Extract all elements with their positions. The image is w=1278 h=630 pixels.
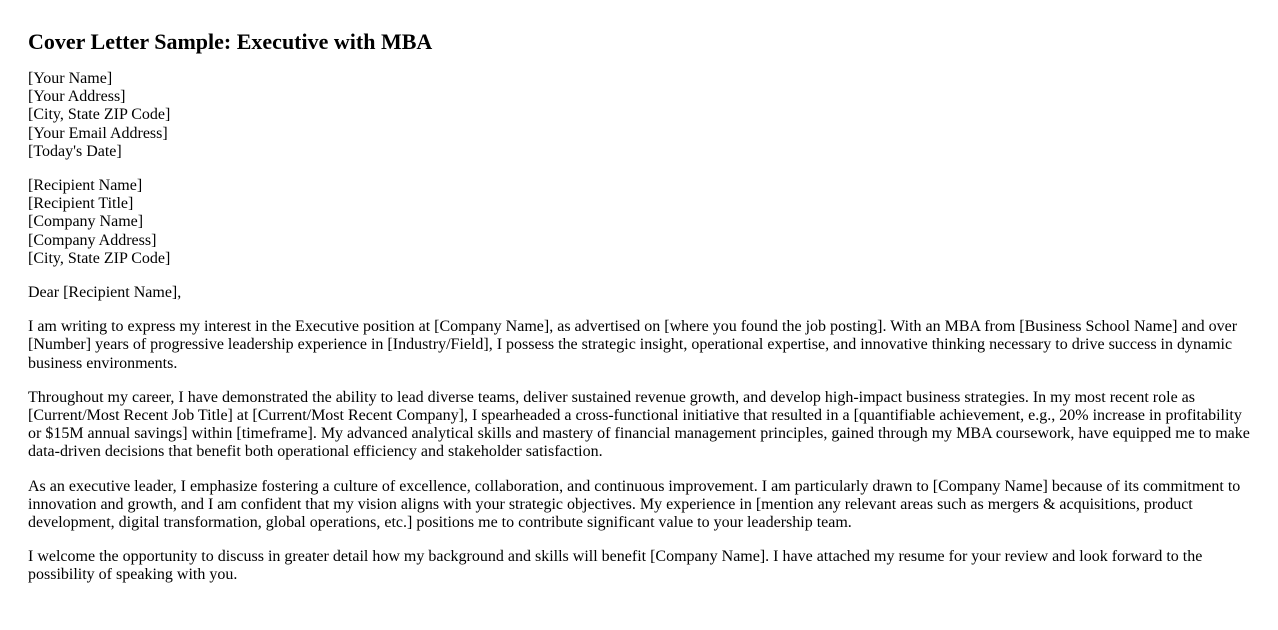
sender-name-line: [Your Name] xyxy=(28,70,113,87)
sender-email-line: [Your Email Address] xyxy=(28,124,168,142)
sender-city-line: [City, State ZIP Code] xyxy=(28,106,171,124)
body-paragraph-closing: I welcome the opportunity to discuss in greater detail how my background and skills will benefit [Company Name]. I have attached my resume for your review and look forward to the possibility of speaking with you. xyxy=(28,548,1203,584)
recipient-city-line: [City, State ZIP Code] xyxy=(28,249,171,267)
sender-date-line: [Today's Date] xyxy=(28,142,122,160)
page-title: Cover Letter Sample: Executive with MBA xyxy=(28,29,433,54)
body-paragraph-leadership: As an executive leader, I emphasize fostering a culture of excellence, collaboration, and continuous improvement. I am particularly drawn to [Company Name] because of its commitment to innovation and growth, and I am confident that my vision aligns with your strategic objectives. My experience in [mention any relevant areas such as mergers & acquisitions, product development, digital transformation, global operations, etc.] positions me to contribute significant value to your leadership team. xyxy=(28,477,1241,532)
recipient-address-line: [Company Address] xyxy=(28,231,157,249)
recipient-title-line: [Recipient Title] xyxy=(28,195,134,213)
sender-address-line: [Your Address] xyxy=(28,88,126,106)
salutation: Dear [Recipient Name], xyxy=(28,284,182,302)
body-paragraph-experience: Throughout my career, I have demonstrated the ability to lead diverse teams, deliver sustained revenue growth, and develop high-impact business strategies. In my most recent role as [Current/Most Recent Job Title] at [Current/Most Recent Company], I spearheaded a cross-functional initiative that resulted in a [quantifiable achievement, e.g., 20% increase in profitability or $15M annual savings] within [timeframe]. My advanced analytical skills and mastery of financial management principles, gained through my MBA coursework, have equipped me to make data-driven decisions that benefit both operational efficiency and stakeholder satisfaction. xyxy=(28,388,1250,461)
document-page xyxy=(0,29,1278,585)
recipient-name-line: [Recipient Name] xyxy=(28,177,143,195)
body-paragraph-intro: I am writing to express my interest in the Executive position at [Company Name], as advertised on [where you found the job posting]. With an MBA from [Business School Name] and over [Number] years of progressive leadership experience in [Industry/Field], I possess the strategic insight, operational expertise, and innovative thinking necessary to drive success in dynamic business environments. xyxy=(28,318,1238,372)
sender-address-block xyxy=(28,70,1250,161)
recipient-company-line: [Company Name] xyxy=(28,213,144,231)
recipient-address-block xyxy=(28,177,1250,268)
